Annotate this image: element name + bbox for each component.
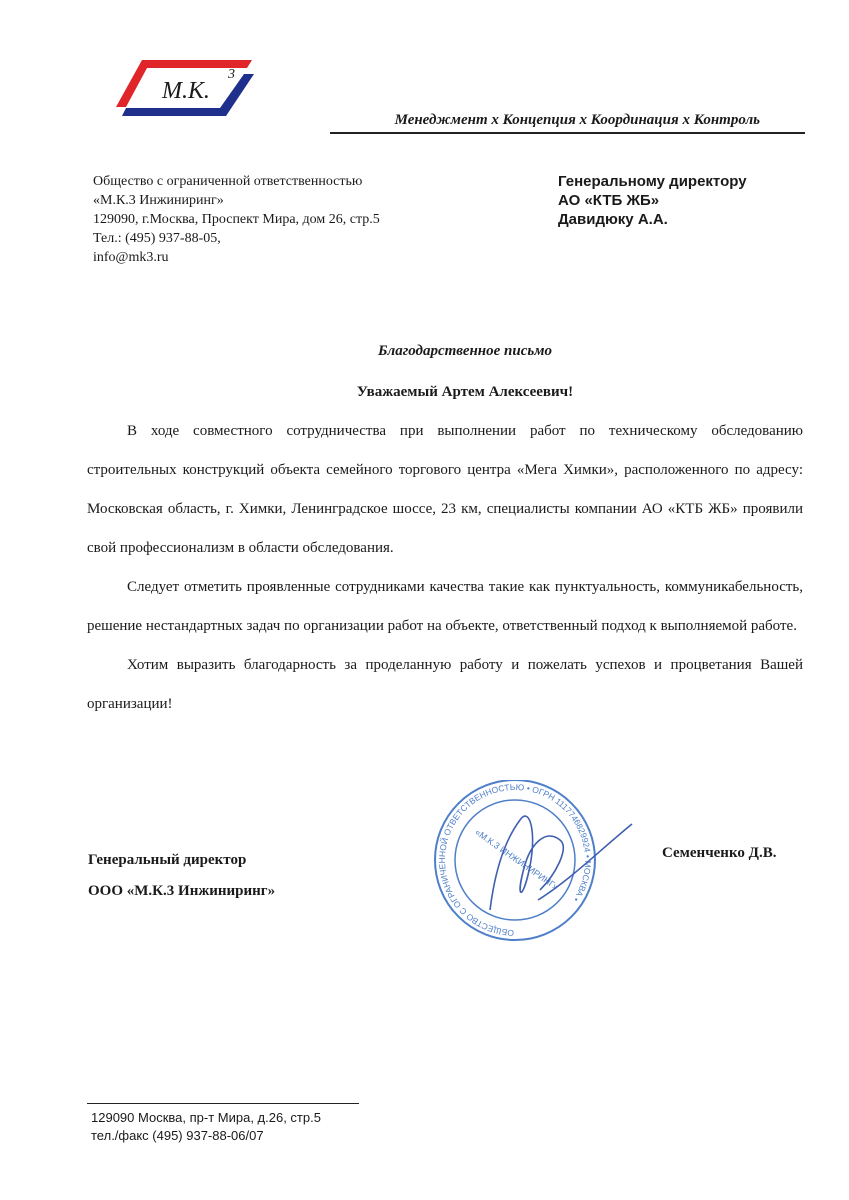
logo-superscript: 3 [228,67,235,82]
letter-title: Благодарственное письмо [377,343,553,359]
stamp-ring-text: ОБЩЕСТВО С ОГРАНИЧЕННОЙ ОТВЕТСТВЕННОСТЬЮ • ОГРН 1117746829924 • МОСКВА • [436,781,594,939]
footer-address: 129090 Москва, пр-т Мира, д.26, стр.5 [91,1110,321,1125]
footer-divider [87,1103,359,1104]
logo-text: М.К. [162,78,210,104]
footer-phone: тел./факс (495) 937-88-06/07 [91,1128,264,1143]
company-motto: Менеджмент х Концепция х Координация х Контроль [394,112,760,128]
header-divider [330,132,805,134]
recipient-position: Генеральному директору [558,173,747,190]
body-paragraph: Следует отметить проявленные сотрудниками качества такие как пунктуальность, коммуникабельность, решение нестандартных задач по организации работ на объекте, ответственный подход к выполняемой работе. [87,579,803,634]
signer-name: Семенченко Д.В. [662,845,777,861]
letter-body [87,412,803,724]
sender-org-type: Общество с ограниченной ответственностью [93,174,363,189]
signer-company: ООО «М.К.3 Инжиниринг» [88,883,276,899]
company-logo [114,52,254,124]
recipient-block [558,172,747,229]
sender-phone: Тел.: (495) 937-88-05, [93,231,221,246]
stamp-center-text: «М.К.3 ИНЖИНИРИНГ» [473,826,561,893]
company-stamp [420,780,640,960]
body-paragraph: Хотим выразить благодарность за проделанную работу и пожелать успехов и процветания Вашей организации! [87,657,803,712]
handwritten-signature [490,816,632,910]
sender-email: info@mk3.ru [93,250,169,265]
sender-block [93,172,380,267]
signer-position: Генеральный директор [88,852,247,868]
sender-org-name: «М.К.3 Инжиниринг» [93,193,224,208]
recipient-name: Давидюку А.А. [558,211,668,228]
recipient-company: АО «КТБ ЖБ» [558,192,660,209]
salutation: Уважаемый Артем Алексеевич! [356,384,574,400]
sender-address: 129090, г.Москва, Проспект Мира, дом 26, стр.5 [93,212,380,227]
body-paragraph: В ходе совместного сотрудничества при выполнении работ по техническому обследованию строительных конструкций объекта семейного торгового центра «Мега Химки», расположенного по адресу: Московская область, г. Химки, Ленинградское шоссе, 23 км, специалисты компании АО «КТБ ЖБ» проявили свой профессионализм в области обследования. [87,423,803,556]
signer-title-block [88,845,275,907]
footer-contacts [91,1109,321,1145]
